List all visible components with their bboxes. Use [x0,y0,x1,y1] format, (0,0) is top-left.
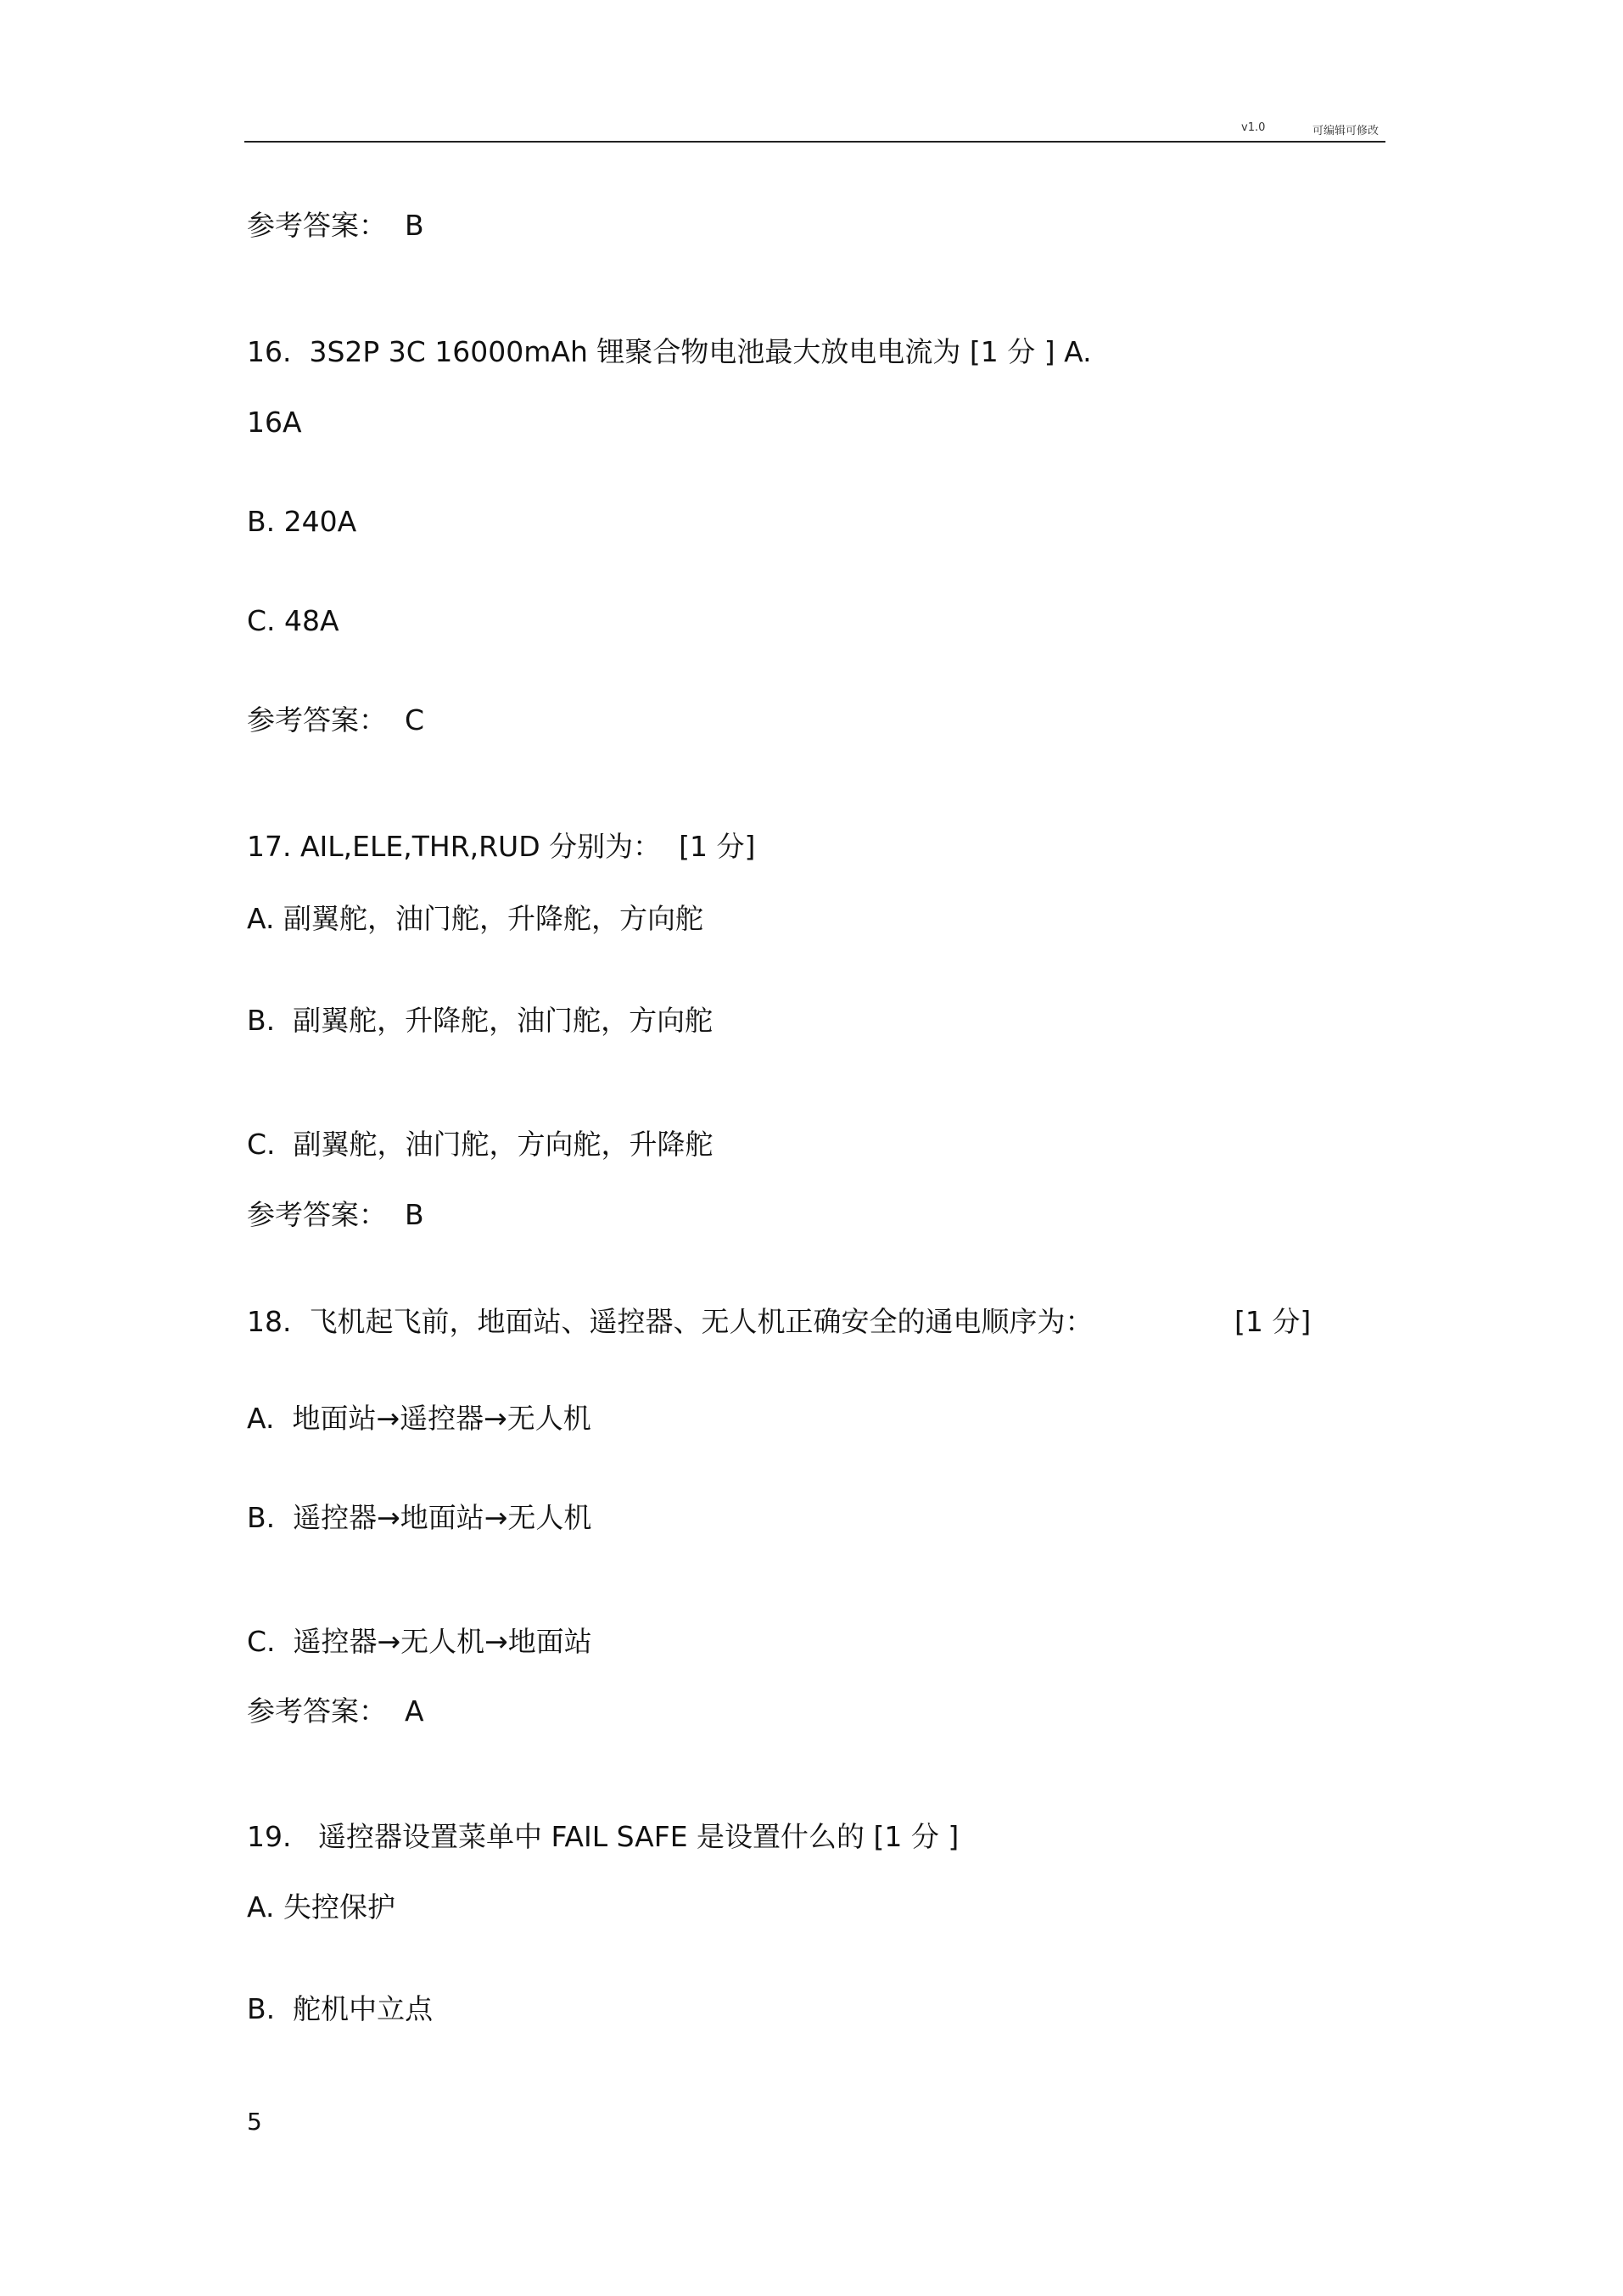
question-16-stem: 16. 3S2P 3C 16000mAh 锂聚合物电池最大放电电流为 [1 分 ] A. [247,335,1092,368]
question-18-option-a: A. 地面站→遥控器→无人机 [247,1402,591,1435]
question-18-option-b: B. 遥控器→地面站→无人机 [247,1501,592,1534]
question-18-option-c: C. 遥控器→无人机→地面站 [247,1625,592,1658]
question-19-stem: 19. 遥控器设置菜单中 FAIL SAFE 是设置什么的 [1 分 ] [247,1820,960,1853]
header-version: v1.0 [1241,121,1266,134]
question-17-option-a: A. 副翼舵，油门舵，升降舵，方向舵 [247,902,703,935]
question-16-option-b: B. 240A [247,505,357,538]
question-17-option-b: B. 副翼舵，升降舵，油门舵，方向舵 [247,1004,714,1037]
question-17-stem: 17. AIL,ELE,THR,RUD 分别为： [1 分] [247,830,756,863]
question-18-score: [1 分] [1234,1305,1312,1338]
question-16-option-c: C. 48A [247,604,339,637]
header-note: 可编辑可修改 [1312,125,1380,137]
answer-line-17: 参考答案： B [247,1198,424,1231]
question-17-option-c: C. 副翼舵，油门舵，方向舵，升降舵 [247,1128,714,1161]
answer-line-18: 参考答案： A [247,1694,424,1728]
question-18-stem: 18. 飞机起飞前，地面站、遥控器、无人机正确安全的通电顺序为： [247,1305,1094,1338]
answer-line-15: 参考答案： B [247,209,424,242]
question-19-option-a: A. 失控保护 [247,1890,395,1924]
page-number: 5 [247,2108,262,2136]
answer-line-16: 参考答案： C [247,703,425,736]
header-rule [244,141,1385,143]
question-19-option-b: B. 舵机中立点 [247,1992,434,2025]
question-16-option-a: 16A [247,406,302,439]
